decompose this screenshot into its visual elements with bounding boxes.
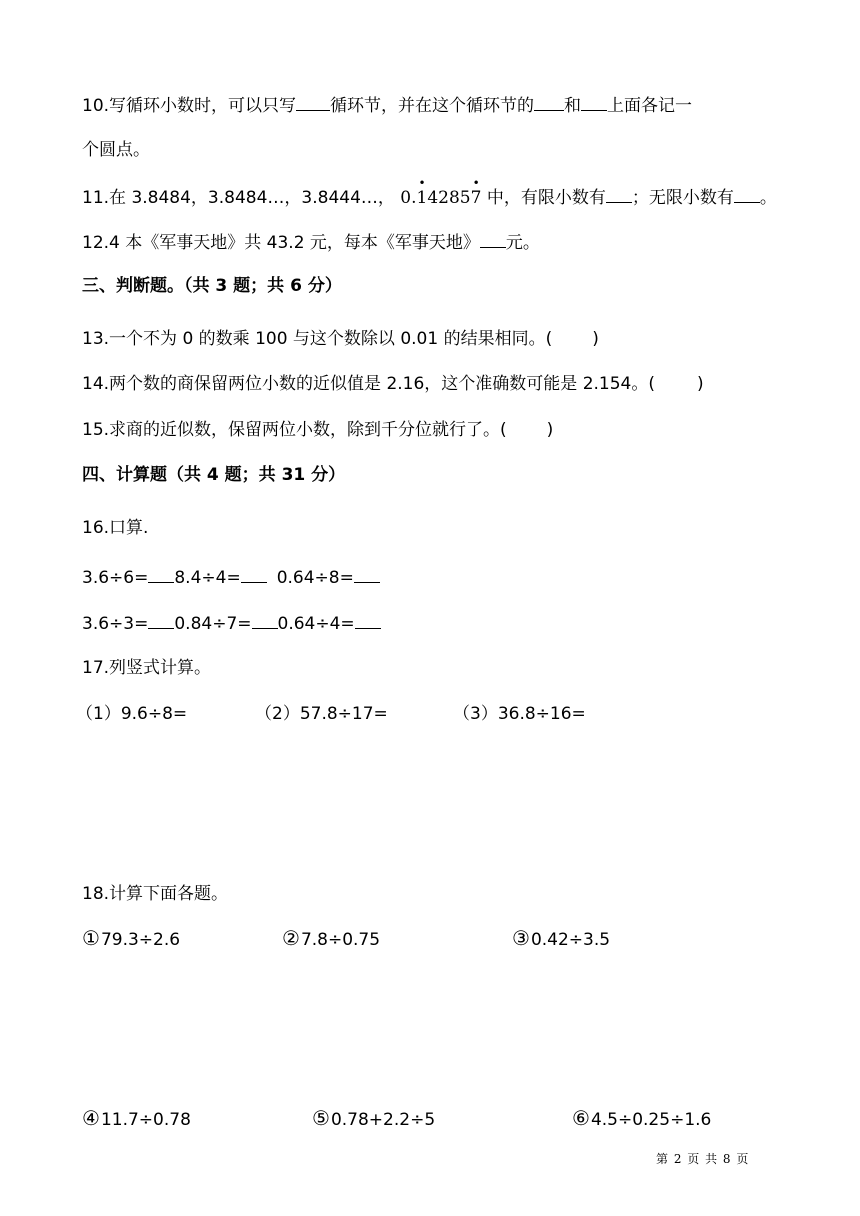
q18-expr-4: 11.7÷0.78: [100, 1110, 191, 1130]
question-15: [82, 418, 553, 442]
q16-row-1: [82, 564, 380, 590]
digit-first: 1: [416, 188, 428, 208]
circled-number-3: ③: [512, 926, 530, 950]
q18-item-1: [82, 926, 180, 952]
repeating-decimal: [400, 176, 482, 210]
question-12: [82, 229, 540, 255]
answer-blank[interactable]: [148, 564, 174, 583]
answer-blank[interactable]: [355, 610, 381, 629]
q18-item-4: [82, 1106, 191, 1132]
circled-number-1: ①: [82, 926, 100, 950]
q16-r1-item-1: 3.6÷6=: [82, 568, 149, 588]
answer-blank[interactable]: [241, 564, 267, 583]
circled-number-6: ⑥: [572, 1106, 590, 1130]
q17-item-1: （1）9.6÷8=: [76, 704, 188, 724]
question-16-title: 16.口算.: [82, 518, 149, 538]
answer-blank[interactable]: [734, 184, 760, 203]
answer-blank[interactable]: [296, 92, 330, 111]
question-13: [82, 327, 599, 351]
q16-r1-item-2: 8.4÷4=: [174, 568, 241, 588]
q14-text: 14.两个数的商保留两位小数的近似值是 2.16，这个准确数可能是 2.154。(: [82, 374, 655, 394]
q18-item-3: [512, 926, 610, 952]
question-11: [82, 176, 777, 210]
question-14: [82, 372, 704, 396]
question-10-line-2: 个圆点。: [82, 140, 150, 160]
circled-number-4: ④: [82, 1106, 100, 1130]
q10-text-4: 上面各记一: [607, 96, 693, 116]
q15-text: 15.求商的近似数，保留两位小数，除到千分位就行了。(: [82, 420, 507, 440]
repeat-start-digit: [416, 176, 428, 210]
section-4-heading: 四、计算题（共 4 题；共 31 分）: [82, 465, 346, 485]
q18-item-6: [572, 1106, 711, 1132]
page-footer: 第 2 页 共 8 页: [656, 1152, 750, 1166]
q10-text-3: 和: [564, 96, 582, 116]
q10-text-1: 10.写循环小数时，可以只写: [82, 96, 297, 116]
q12-end: 元。: [505, 233, 540, 253]
repeat-dot-start: •: [418, 176, 426, 190]
answer-blank[interactable]: [252, 610, 278, 629]
q13-end: ): [592, 329, 599, 349]
circled-number-5: ⑤: [312, 1106, 330, 1130]
q16-r2-item-1: 3.6÷3=: [82, 614, 149, 634]
q10-text-2: 循环节，并在这个循环节的: [330, 96, 535, 116]
answer-blank[interactable]: [354, 564, 380, 583]
q16-r2-item-2: 0.84÷7=: [174, 614, 252, 634]
digit-last: 7: [470, 188, 482, 208]
q11-mid: 中，有限小数有: [481, 188, 606, 208]
q11-end: 。: [759, 188, 777, 208]
q15-end: ): [546, 420, 554, 440]
q18-expr-1: 79.3÷2.6: [100, 930, 181, 950]
answer-blank[interactable]: [480, 229, 506, 248]
answer-blank[interactable]: [534, 92, 564, 111]
repeat-end-digit: [470, 176, 482, 210]
q17-item-3: （3）36.8÷16=: [453, 704, 586, 724]
answer-blank[interactable]: [148, 610, 174, 629]
decimal-head: 0.: [400, 188, 417, 208]
q18-item-2: [282, 926, 380, 952]
digits-mid: 4285: [427, 188, 471, 208]
q11-prefix: 11.在 3.8484，3.8484…，3.8444…，: [82, 188, 395, 208]
q18-expr-6: 4.5÷0.25÷1.6: [590, 1110, 712, 1130]
section-3-heading: 三、判断题。（共 3 题；共 6 分）: [82, 276, 342, 296]
answer-blank[interactable]: [581, 92, 607, 111]
q11-mid2: ；无限小数有: [631, 188, 734, 208]
q16-row-2: [82, 610, 381, 636]
q13-text: 13.一个不为 0 的数乘 100 与这个数除以 0.01 的结果相同。(: [82, 329, 553, 349]
q18-expr-2: 7.8÷0.75: [300, 930, 381, 950]
repeat-dot-end: •: [472, 176, 480, 190]
q18-item-5: [312, 1106, 435, 1132]
q17-item-2: （2）57.8÷17=: [255, 704, 388, 724]
q18-expr-5: 0.78+2.2÷5: [330, 1110, 436, 1130]
answer-blank[interactable]: [606, 184, 632, 203]
circled-number-2: ②: [282, 926, 300, 950]
question-17-title: 17.列竖式计算。: [82, 658, 212, 678]
q12-text: 12.4 本《军事天地》共 43.2 元，每本《军事天地》: [82, 233, 480, 253]
q18-expr-3: 0.42÷3.5: [530, 930, 611, 950]
question-18-title: 18.计算下面各题。: [82, 884, 229, 904]
question-10-line-1: [82, 92, 692, 118]
q16-r1-item-3: 0.64÷8=: [276, 568, 354, 588]
q16-r2-item-3: 0.64÷4=: [277, 614, 355, 634]
q14-end: ): [697, 374, 704, 394]
